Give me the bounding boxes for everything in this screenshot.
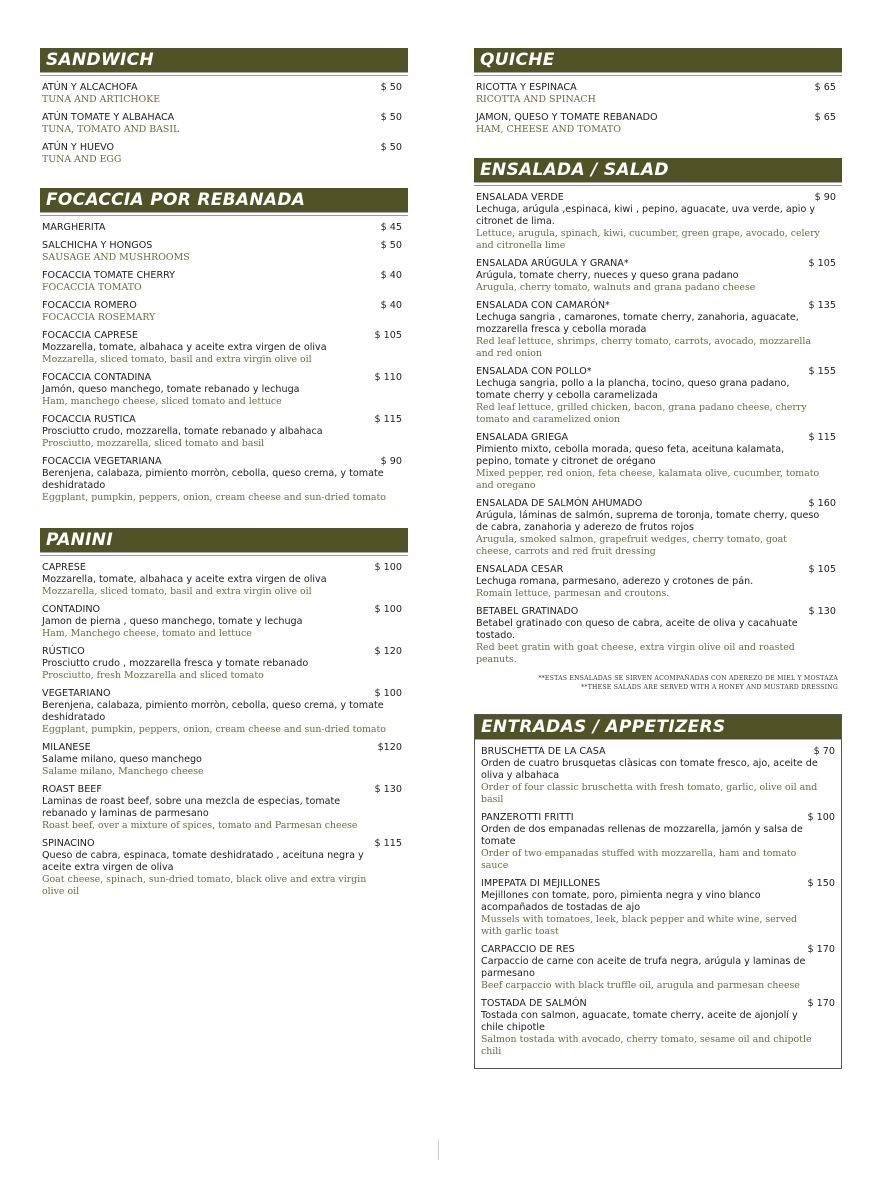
menu-item [40,414,408,450]
item-description-es: Queso de cabra, espinaca, tomate deshidratado , aceituna negra y aceite extra virgen de oliva [42,850,364,873]
menu-list [40,562,408,898]
item-description-en: Red leaf lettuce, shrimps, cherry tomato, carrots, avocado, mozzarella and red onion [476,336,811,359]
menu-item [475,944,841,992]
item-price: $ 65 [814,112,836,123]
item-name: ENSALADA CESAR [476,564,564,575]
item-price: $ 105 [374,330,402,341]
focaccia-section [40,188,408,504]
item-price: $ 130 [808,606,836,617]
item-description-en: Salame milano, Manchego cheese [42,766,204,777]
item-name: ENSALADA GRIEGA [476,432,569,443]
item-name: ENSALADA CON CAMARÓN* [476,300,610,311]
item-price: $ 170 [807,998,835,1009]
salad-note-es: **ESTAS ENSALADAS SE SIRVEN ACOMPAÑADAS CON ADEREZO DE MIEL Y MOSTAZA [538,675,838,682]
item-name: VEGETARIANO [42,688,111,699]
item-description-en: TUNA AND EGG [42,154,122,165]
item-description-en: Mozzarella, sliced tomato, basil and extra virgin olive oil [42,586,312,597]
item-name: RICOTTA Y ESPINACA [476,82,577,93]
divider [40,555,408,556]
item-name: ATÚN Y ALCACHOFA [42,82,138,93]
item-description-en: Arugula, cherry tomato, walnuts and grana padano cheese [476,282,756,293]
item-price: $ 155 [808,366,836,377]
section-header: FOCACCIA POR REBANADA [40,188,408,213]
item-price: $ 170 [807,944,835,955]
item-name: ROAST BEEF [42,784,102,795]
section-header: ENTRADAS / APPETIZERS [475,715,841,740]
item-price: $ 160 [808,498,836,509]
item-description-es: Arúgula, láminas de salmón, suprema de toronja, tomate cherry, queso de cabra, zanahoria y aderezo de frutos rojos [476,510,820,533]
page-fold-mark [438,1140,439,1160]
item-price: $ 40 [380,270,402,281]
menu-list [474,82,842,136]
item-name: ENSALADA ARÚGULA Y GRANA* [476,258,629,269]
item-name: CAPRESE [42,562,86,573]
item-price: $ 105 [808,258,836,269]
item-price: $ 90 [380,456,402,467]
menu-item [475,812,841,872]
menu-item [474,112,842,136]
item-price: $ 40 [380,300,402,311]
menu-item [40,784,408,832]
item-description-es: Prosciutto crudo , mozzarella fresca y tomate rebanado [42,658,309,669]
item-description-en: Prosciutto, mozzarella, sliced tomato and basil [42,438,265,449]
item-description-en: Goat cheese, spinach, sun-dried tomato, black olive and extra virgin olive oil [42,874,367,897]
item-price: $ 50 [380,240,402,251]
menu-item [40,456,408,504]
menu-item [40,112,408,136]
item-price: $ 100 [807,812,835,823]
item-description-es: Mozzarella, tomate, albahaca y aceite extra virgen de oliva [42,574,327,585]
quiche-section [474,48,842,136]
menu-item [40,240,408,264]
item-price: $ 90 [814,192,836,203]
menu-item [40,142,408,166]
menu-item [475,998,841,1058]
item-description-en: Salmon tostada with avocado, cherry tomato, sesame oil and chipotle chili [481,1034,812,1057]
item-price: $ 100 [374,604,402,615]
item-name: ENSALADA DE SALMÓN AHUMADO [476,498,643,509]
item-name: BETABEL GRATINADO [476,606,579,617]
menu-item [40,742,408,778]
item-description-en: Ham, Manchego cheese, tomato and lettuce [42,628,252,639]
menu-item [40,838,408,898]
menu-item [475,746,841,806]
item-name: FOCACCIA VEGETARIANA [42,456,162,467]
panini-section [40,528,408,898]
item-description-es: Mejillones con tomate, poro, pimienta negra y vino blanco acompañados de tostadas de ajo [481,890,761,913]
section-header: SANDWICH [40,48,408,73]
item-price: $ 105 [808,564,836,575]
item-name: BRUSCHETTA DE LA CASA [481,746,606,757]
item-price: $ 45 [380,222,402,233]
menu-list [475,746,841,1058]
item-name: ENSALADA VERDE [476,192,564,203]
menu-item [40,372,408,408]
item-description-en: Red beet gratin with goat cheese, extra virgin olive oil and roasted peanuts. [476,642,795,665]
menu-list [40,222,408,504]
item-description-es: Berenjena, calabaza, pimiento morròn, cebolla, queso crema, y tomate deshidratado [42,468,384,491]
divider [474,185,842,186]
item-description-es: Orden de dos empanadas rellenas de mozzarella, jamón y salsa de tomate [481,824,803,847]
item-name: ATÚN TOMATE Y ALBAHACA [42,112,175,123]
menu-item [474,192,842,252]
item-description-en: SAUSAGE AND MUSHROOMS [42,252,190,263]
item-name: TOSTADA DE SALMÓN [481,998,587,1009]
item-price: $ 130 [374,784,402,795]
menu-item [474,300,842,360]
menu-item [40,270,408,294]
item-price: $ 50 [380,112,402,123]
right-column [474,48,842,1091]
left-column [40,48,408,920]
item-name: ATÚN Y HUEVO [42,142,115,153]
item-description-en: Order of two empanadas stuffed with mozzarella, ham and tomato sauce [481,848,797,871]
item-name: ENSALADA CON POLLO* [476,366,592,377]
item-description-en: RICOTTA AND SPINACH [476,94,596,105]
item-name: SPINACINO [42,838,95,849]
menu-item [474,82,842,106]
item-price: $ 150 [807,878,835,889]
menu-item [474,366,842,426]
divider [40,215,408,216]
item-description-es: Jamón, queso manchego, tomate rebanado y lechuga [42,384,300,395]
menu-item [40,82,408,106]
item-description-en: FOCACCIA ROSEMARY [42,312,156,323]
item-description-es: Pimiento mixto, cebolla morada, queso feta, aceituna kalamata, pepino, tomate y citronet de orégano [476,444,785,467]
menu-item [474,432,842,492]
item-description-en: Roast beef, over a mixture of spices, tomato and Parmesan cheese [42,820,358,831]
item-description-en: TUNA, TOMATO AND BASIL [42,124,180,135]
item-price: $ 120 [374,646,402,657]
item-name: FOCACCIA ROMERO [42,300,137,311]
item-description-en: Lettuce, arugula, spinach, kiwi, cucumber, green grape, avocado, celery and citronella lime [476,228,820,251]
menu-item [40,562,408,598]
item-description-es: Orden de cuatro brusquetas clàsicas con tomate fresco, ajo, aceite de oliva y albahaca [481,758,818,781]
section-header: QUICHE [474,48,842,73]
item-name: MILANESE [42,742,91,753]
item-price: $ 100 [374,562,402,573]
menu-item [40,604,408,640]
menu-item [474,258,842,294]
item-description-en: Beef carpaccio with black truffle oil, arugula and parmesan cheese [481,980,800,991]
item-price: $ 50 [380,82,402,93]
item-name: FOCACCIA RUSTICA [42,414,136,425]
menu-item [40,330,408,366]
item-description-en: Arugula, smoked salmon, grapefruit wedges, cherry tomato, goat cheese, carrots and red fruit dressing [476,534,787,557]
item-name: MARGHERITA [42,222,106,233]
item-description-en: Order of four classic bruschetta with fresh tomato, garlic, olive oil and basil [481,782,818,805]
section-header: ENSALADA / SALAD [474,158,842,183]
divider [40,75,408,76]
item-description-en: FOCACCIA TOMATO [42,282,142,293]
item-description-en: Eggplant, pumpkin, peppers, onion, cream cheese and sun-dried tomato [42,492,386,503]
item-description-es: Mozzarella, tomate, albahaca y aceite extra virgen de oliva [42,342,327,353]
item-description-es: Arúgula, tomate cherry, nueces y queso grana padano [476,270,739,281]
menu-item [40,222,408,234]
menu-item [475,878,841,938]
item-description-en: Ham, manchego cheese, sliced tomato and lettuce [42,396,282,407]
item-description-es: Lechuga, arúgula ,espinaca, kiwi , pepino, aguacate, uva verde, apio y citronet de lima. [476,204,816,227]
item-description-es: Tostada con salmon, aguacate, tomate cherry, aceite de ajonjolí y chile chipotle [481,1010,798,1033]
item-description-es: Carpaccio de carne con aceite de trufa negra, arúgula y laminas de parmesano [481,956,806,979]
item-description-es: Prosciutto crudo, mozzarella, tomate rebanado y albahaca [42,426,323,437]
item-description-es: Berenjena, calabaza, pimiento morròn, cebolla, queso crema, y tomate deshidratado [42,700,384,723]
item-name: SALCHICHA Y HONGOS [42,240,153,251]
item-description-en: Romain lettuce, parmesan and croutons. [476,588,670,599]
divider [474,75,842,76]
item-description-es: Jamon de pierna , queso manchego, tomate y lechuga [42,616,303,627]
item-description-en: Red leaf lettuce, grilled chicken, bacon, grana padano cheese, cherry tomato and caramelized onion [476,402,807,425]
item-price: $ 50 [380,142,402,153]
item-price: $ 115 [374,838,402,849]
item-name: JAMON, QUESO Y TOMATE REBANADO [476,112,658,123]
item-price: $120 [377,742,402,753]
menu-item [40,300,408,324]
item-price: $ 115 [374,414,402,425]
item-description-en: HAM, CHEESE AND TOMATO [476,124,621,135]
menu-item [474,606,842,666]
item-description-es: Laminas de roast beef, sobre una mezcla de especias, tomate rebanado y laminas de parmesano [42,796,341,819]
item-name: FOCACCIA TOMATE CHERRY [42,270,176,281]
item-description-es: Lechuga romana, parmesano, aderezo y crotones de pán. [476,576,754,587]
sandwich-section [40,48,408,166]
section-header: PANINI [40,528,408,553]
item-price: $ 135 [808,300,836,311]
item-description-es: Salame milano, queso manchego [42,754,202,765]
item-price: $ 65 [814,82,836,93]
item-price: $ 100 [374,688,402,699]
item-description-en: Mixed pepper, red onion, feta cheese, kalamata olive, cucumber, tomato and oregano [476,468,820,491]
menu-list [474,192,842,666]
menu-list [40,82,408,166]
menu-item [40,688,408,736]
item-name: PANZEROTTI FRITTI [481,812,574,823]
menu-item [474,564,842,600]
item-description-en: Mussels with tomatoes, leek, black pepper and white wine, served with garlic toast [481,914,798,937]
item-name: IMPEPATA DI MEJILLONES [481,878,601,889]
item-description-es: Lechuga sangria, pollo a la plancha, tocino, queso grana padano, tomate cherry y cebolla caramelizada [476,378,790,401]
item-description-es: Betabel gratinado con queso de cabra, aceite de oliva y cacahuate tostado. [476,618,798,641]
menu-item [40,646,408,682]
item-description-en: Prosciutto, fresh Mozzarella and sliced tomato [42,670,264,681]
item-price: $ 110 [374,372,402,383]
item-price: $ 115 [808,432,836,443]
item-name: FOCACCIA CONTADINA [42,372,152,383]
item-name: CARPACCIO DE RES [481,944,575,955]
item-name: FOCACCIA CAPRESE [42,330,138,341]
item-description-en: Mozzarella, sliced tomato, basil and extra virgin olive oil [42,354,312,365]
menu-item [474,498,842,558]
item-description-es: Lechuga sangria , camarones, tomate cherry, zanahoria, aguacate, mozzarella fresca y cebolla morada [476,312,799,335]
ensalada-section [474,158,842,692]
item-price: $ 70 [813,746,835,757]
item-description-en: TUNA AND ARTICHOKE [42,94,161,105]
item-name: CONTADINO [42,604,101,615]
item-name: RÚSTICO [42,646,85,657]
item-description-en: Eggplant, pumpkin, peppers, onion, cream cheese and sun-dried tomato [42,724,386,735]
entradas-section [474,714,842,1069]
salad-note-en: **THESE SALADS ARE SERVED WITH A HONEY AND MUSTARD DRESSING [581,684,838,691]
